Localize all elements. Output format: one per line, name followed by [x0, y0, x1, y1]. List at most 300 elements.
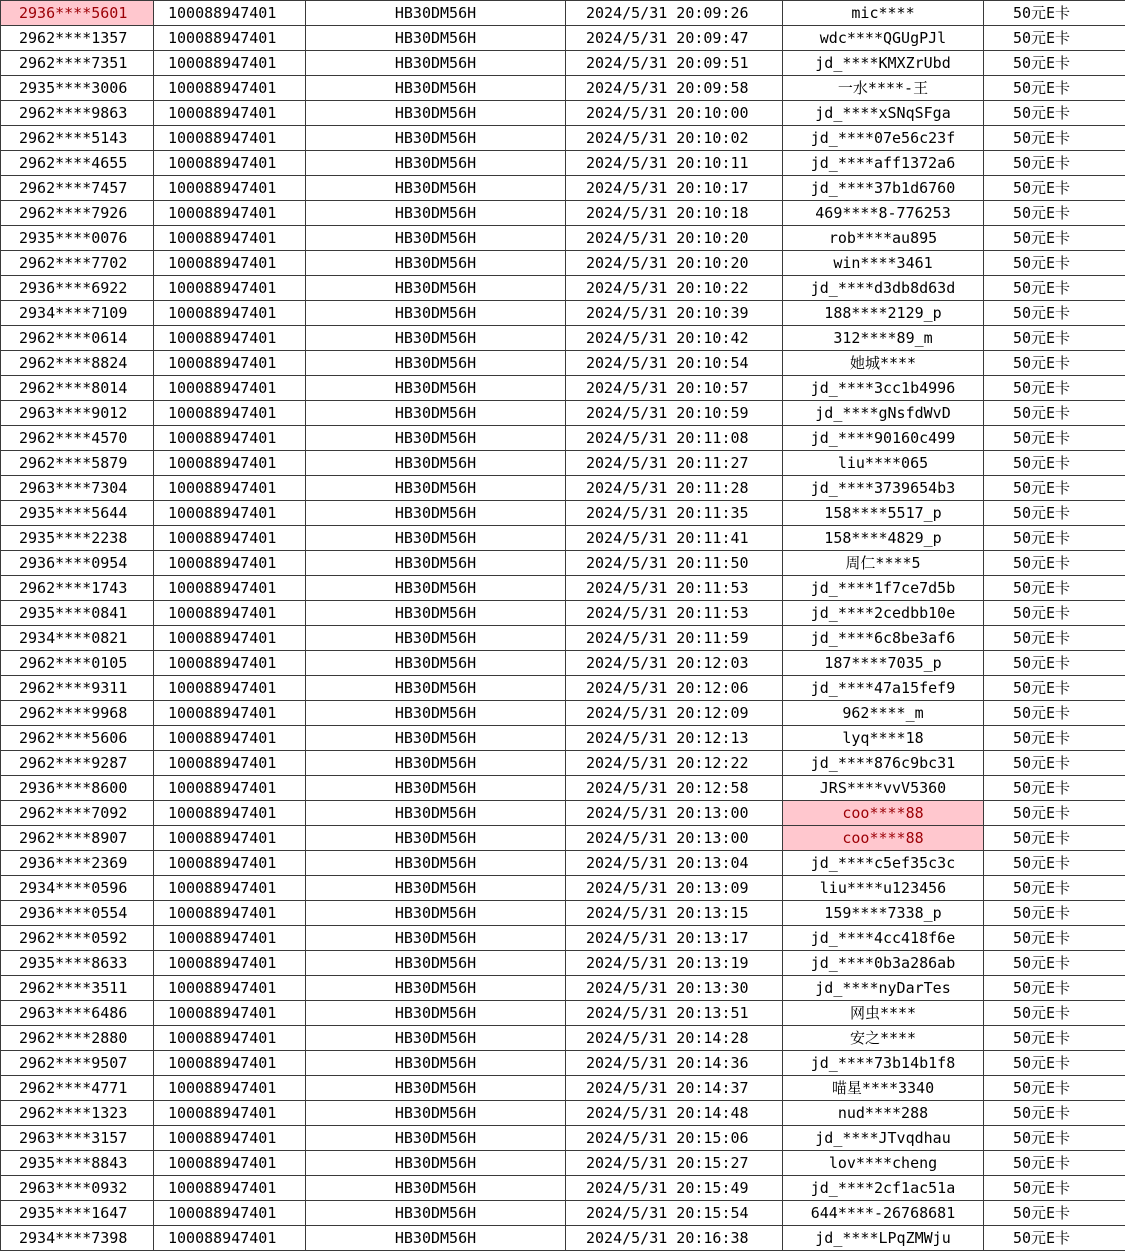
sku-cell[interactable]: 100088947401 [154, 926, 306, 951]
time-cell[interactable]: 2024/5/31 20:14:36 [566, 1051, 783, 1076]
model-cell[interactable]: HB30DM56H [306, 801, 566, 826]
time-cell[interactable]: 2024/5/31 20:13:51 [566, 1001, 783, 1026]
prize-cell[interactable]: 50元E卡 [984, 851, 1125, 876]
prize-cell[interactable]: 50元E卡 [984, 676, 1125, 701]
time-cell[interactable]: 2024/5/31 20:15:06 [566, 1126, 783, 1151]
prize-cell[interactable]: 50元E卡 [984, 776, 1125, 801]
time-cell[interactable]: 2024/5/31 20:13:09 [566, 876, 783, 901]
user-cell[interactable]: nud****288 [783, 1101, 984, 1126]
user-cell[interactable]: 她城**** [783, 351, 984, 376]
user-cell[interactable]: 187****7035_p [783, 651, 984, 676]
order-id-cell[interactable]: 2962****7926 [1, 201, 154, 226]
model-cell[interactable]: HB30DM56H [306, 526, 566, 551]
model-cell[interactable]: HB30DM56H [306, 576, 566, 601]
user-cell[interactable]: 159****7338_p [783, 901, 984, 926]
order-id-cell[interactable]: 2962****9287 [1, 751, 154, 776]
time-cell[interactable]: 2024/5/31 20:12:22 [566, 751, 783, 776]
time-cell[interactable]: 2024/5/31 20:09:51 [566, 51, 783, 76]
user-cell[interactable]: coo****88 [783, 801, 984, 826]
prize-cell[interactable]: 50元E卡 [984, 1076, 1125, 1101]
prize-cell[interactable]: 50元E卡 [984, 26, 1125, 51]
user-cell[interactable]: jd_****90160c499 [783, 426, 984, 451]
model-cell[interactable]: HB30DM56H [306, 676, 566, 701]
model-cell[interactable]: HB30DM56H [306, 876, 566, 901]
time-cell[interactable]: 2024/5/31 20:15:49 [566, 1176, 783, 1201]
model-cell[interactable]: HB30DM56H [306, 351, 566, 376]
order-id-cell[interactable]: 2936****5601 [1, 1, 154, 26]
model-cell[interactable]: HB30DM56H [306, 1201, 566, 1226]
prize-cell[interactable]: 50元E卡 [984, 951, 1125, 976]
user-cell[interactable]: 周仁****5 [783, 551, 984, 576]
sku-cell[interactable]: 100088947401 [154, 601, 306, 626]
time-cell[interactable]: 2024/5/31 20:10:20 [566, 226, 783, 251]
order-id-cell[interactable]: 2962****4570 [1, 426, 154, 451]
sku-cell[interactable]: 100088947401 [154, 526, 306, 551]
prize-cell[interactable]: 50元E卡 [984, 326, 1125, 351]
model-cell[interactable]: HB30DM56H [306, 851, 566, 876]
user-cell[interactable]: jd_****nyDarTes [783, 976, 984, 1001]
sku-cell[interactable]: 100088947401 [154, 126, 306, 151]
order-id-cell[interactable]: 2962****1743 [1, 576, 154, 601]
prize-cell[interactable]: 50元E卡 [984, 1101, 1125, 1126]
sku-cell[interactable]: 100088947401 [154, 76, 306, 101]
order-id-cell[interactable]: 2936****0954 [1, 551, 154, 576]
order-id-cell[interactable]: 2962****0614 [1, 326, 154, 351]
time-cell[interactable]: 2024/5/31 20:09:58 [566, 76, 783, 101]
model-cell[interactable]: HB30DM56H [306, 1026, 566, 1051]
time-cell[interactable]: 2024/5/31 20:12:13 [566, 726, 783, 751]
sku-cell[interactable]: 100088947401 [154, 1101, 306, 1126]
time-cell[interactable]: 2024/5/31 20:13:30 [566, 976, 783, 1001]
user-cell[interactable]: jd_****0b3a286ab [783, 951, 984, 976]
user-cell[interactable]: liu****u123456 [783, 876, 984, 901]
order-id-cell[interactable]: 2963****6486 [1, 1001, 154, 1026]
order-id-cell[interactable]: 2936****2369 [1, 851, 154, 876]
prize-cell[interactable]: 50元E卡 [984, 101, 1125, 126]
prize-cell[interactable]: 50元E卡 [984, 551, 1125, 576]
user-cell[interactable]: jd_****1f7ce7d5b [783, 576, 984, 601]
model-cell[interactable]: HB30DM56H [306, 901, 566, 926]
sku-cell[interactable]: 100088947401 [154, 751, 306, 776]
model-cell[interactable]: HB30DM56H [306, 1, 566, 26]
sku-cell[interactable]: 100088947401 [154, 651, 306, 676]
time-cell[interactable]: 2024/5/31 20:13:17 [566, 926, 783, 951]
sku-cell[interactable]: 100088947401 [154, 476, 306, 501]
time-cell[interactable]: 2024/5/31 20:11:27 [566, 451, 783, 476]
prize-cell[interactable]: 50元E卡 [984, 601, 1125, 626]
order-id-cell[interactable]: 2962****8014 [1, 376, 154, 401]
model-cell[interactable]: HB30DM56H [306, 501, 566, 526]
model-cell[interactable]: HB30DM56H [306, 726, 566, 751]
sku-cell[interactable]: 100088947401 [154, 576, 306, 601]
model-cell[interactable]: HB30DM56H [306, 276, 566, 301]
order-id-cell[interactable]: 2935****1647 [1, 1201, 154, 1226]
model-cell[interactable]: HB30DM56H [306, 151, 566, 176]
prize-cell[interactable]: 50元E卡 [984, 1126, 1125, 1151]
time-cell[interactable]: 2024/5/31 20:11:08 [566, 426, 783, 451]
prize-cell[interactable]: 50元E卡 [984, 126, 1125, 151]
user-cell[interactable]: jd_****2cf1ac51a [783, 1176, 984, 1201]
sku-cell[interactable]: 100088947401 [154, 151, 306, 176]
user-cell[interactable]: jd_****aff1372a6 [783, 151, 984, 176]
user-cell[interactable]: JRS****vvV5360 [783, 776, 984, 801]
sku-cell[interactable]: 100088947401 [154, 301, 306, 326]
order-id-cell[interactable]: 2935****8633 [1, 951, 154, 976]
model-cell[interactable]: HB30DM56H [306, 826, 566, 851]
sku-cell[interactable]: 100088947401 [154, 1026, 306, 1051]
user-cell[interactable]: 469****8-776253 [783, 201, 984, 226]
order-id-cell[interactable]: 2963****3157 [1, 1126, 154, 1151]
order-id-cell[interactable]: 2962****9968 [1, 701, 154, 726]
order-id-cell[interactable]: 2962****0105 [1, 651, 154, 676]
model-cell[interactable]: HB30DM56H [306, 1176, 566, 1201]
order-id-cell[interactable]: 2935****3006 [1, 76, 154, 101]
model-cell[interactable]: HB30DM56H [306, 651, 566, 676]
time-cell[interactable]: 2024/5/31 20:10:17 [566, 176, 783, 201]
model-cell[interactable]: HB30DM56H [306, 701, 566, 726]
user-cell[interactable]: 安之**** [783, 1026, 984, 1051]
time-cell[interactable]: 2024/5/31 20:11:50 [566, 551, 783, 576]
user-cell[interactable]: jd_****xSNqSFga [783, 101, 984, 126]
prize-cell[interactable]: 50元E卡 [984, 476, 1125, 501]
time-cell[interactable]: 2024/5/31 20:10:00 [566, 101, 783, 126]
prize-cell[interactable]: 50元E卡 [984, 376, 1125, 401]
sku-cell[interactable]: 100088947401 [154, 1176, 306, 1201]
time-cell[interactable]: 2024/5/31 20:10:20 [566, 251, 783, 276]
user-cell[interactable]: jd_****4cc418f6e [783, 926, 984, 951]
prize-cell[interactable]: 50元E卡 [984, 176, 1125, 201]
time-cell[interactable]: 2024/5/31 20:11:35 [566, 501, 783, 526]
sku-cell[interactable]: 100088947401 [154, 201, 306, 226]
user-cell[interactable]: rob****au895 [783, 226, 984, 251]
sku-cell[interactable]: 100088947401 [154, 351, 306, 376]
sku-cell[interactable]: 100088947401 [154, 1201, 306, 1226]
order-id-cell[interactable]: 2962****5606 [1, 726, 154, 751]
order-id-cell[interactable]: 2962****0592 [1, 926, 154, 951]
model-cell[interactable]: HB30DM56H [306, 1226, 566, 1251]
prize-cell[interactable]: 50元E卡 [984, 576, 1125, 601]
model-cell[interactable]: HB30DM56H [306, 1101, 566, 1126]
sku-cell[interactable]: 100088947401 [154, 876, 306, 901]
sku-cell[interactable]: 100088947401 [154, 976, 306, 1001]
model-cell[interactable]: HB30DM56H [306, 776, 566, 801]
sku-cell[interactable]: 100088947401 [154, 226, 306, 251]
order-id-cell[interactable]: 2962****7092 [1, 801, 154, 826]
time-cell[interactable]: 2024/5/31 20:12:09 [566, 701, 783, 726]
time-cell[interactable]: 2024/5/31 20:09:26 [566, 1, 783, 26]
time-cell[interactable]: 2024/5/31 20:15:27 [566, 1151, 783, 1176]
sku-cell[interactable]: 100088947401 [154, 951, 306, 976]
order-id-cell[interactable]: 2934****7398 [1, 1226, 154, 1251]
time-cell[interactable]: 2024/5/31 20:10:18 [566, 201, 783, 226]
order-id-cell[interactable]: 2962****1357 [1, 26, 154, 51]
time-cell[interactable]: 2024/5/31 20:13:00 [566, 826, 783, 851]
order-id-cell[interactable]: 2935****8843 [1, 1151, 154, 1176]
user-cell[interactable]: liu****065 [783, 451, 984, 476]
order-id-cell[interactable]: 2962****8907 [1, 826, 154, 851]
user-cell[interactable]: 喵星****3340 [783, 1076, 984, 1101]
sku-cell[interactable]: 100088947401 [154, 676, 306, 701]
user-cell[interactable]: jd_****37b1d6760 [783, 176, 984, 201]
order-id-cell[interactable]: 2962****9507 [1, 1051, 154, 1076]
order-id-cell[interactable]: 2962****9311 [1, 676, 154, 701]
prize-cell[interactable]: 50元E卡 [984, 801, 1125, 826]
model-cell[interactable]: HB30DM56H [306, 1076, 566, 1101]
time-cell[interactable]: 2024/5/31 20:13:19 [566, 951, 783, 976]
model-cell[interactable]: HB30DM56H [306, 26, 566, 51]
sku-cell[interactable]: 100088947401 [154, 1001, 306, 1026]
time-cell[interactable]: 2024/5/31 20:11:41 [566, 526, 783, 551]
time-cell[interactable]: 2024/5/31 20:14:28 [566, 1026, 783, 1051]
sku-cell[interactable]: 100088947401 [154, 26, 306, 51]
time-cell[interactable]: 2024/5/31 20:10:22 [566, 276, 783, 301]
time-cell[interactable]: 2024/5/31 20:10:02 [566, 126, 783, 151]
order-id-cell[interactable]: 2934****7109 [1, 301, 154, 326]
order-id-cell[interactable]: 2962****5143 [1, 126, 154, 151]
user-cell[interactable]: 网虫**** [783, 1001, 984, 1026]
model-cell[interactable]: HB30DM56H [306, 626, 566, 651]
model-cell[interactable]: HB30DM56H [306, 951, 566, 976]
sku-cell[interactable]: 100088947401 [154, 51, 306, 76]
prize-cell[interactable]: 50元E卡 [984, 626, 1125, 651]
prize-cell[interactable]: 50元E卡 [984, 1026, 1125, 1051]
sku-cell[interactable]: 100088947401 [154, 1226, 306, 1251]
prize-cell[interactable]: 50元E卡 [984, 1001, 1125, 1026]
user-cell[interactable]: jd_****LPqZMWju [783, 1226, 984, 1251]
time-cell[interactable]: 2024/5/31 20:11:53 [566, 576, 783, 601]
time-cell[interactable]: 2024/5/31 20:10:42 [566, 326, 783, 351]
order-id-cell[interactable]: 2962****4771 [1, 1076, 154, 1101]
sku-cell[interactable]: 100088947401 [154, 1151, 306, 1176]
user-cell[interactable]: jd_****d3db8d63d [783, 276, 984, 301]
prize-cell[interactable]: 50元E卡 [984, 76, 1125, 101]
user-cell[interactable]: coo****88 [783, 826, 984, 851]
time-cell[interactable]: 2024/5/31 20:10:59 [566, 401, 783, 426]
model-cell[interactable]: HB30DM56H [306, 976, 566, 1001]
order-id-cell[interactable]: 2962****3511 [1, 976, 154, 1001]
prize-cell[interactable]: 50元E卡 [984, 226, 1125, 251]
user-cell[interactable]: jd_****876c9bc31 [783, 751, 984, 776]
user-cell[interactable]: 一水****-王 [783, 76, 984, 101]
prize-cell[interactable]: 50元E卡 [984, 876, 1125, 901]
user-cell[interactable]: jd_****3cc1b4996 [783, 376, 984, 401]
model-cell[interactable]: HB30DM56H [306, 401, 566, 426]
model-cell[interactable]: HB30DM56H [306, 1001, 566, 1026]
order-id-cell[interactable]: 2962****1323 [1, 1101, 154, 1126]
sku-cell[interactable]: 100088947401 [154, 626, 306, 651]
sku-cell[interactable]: 100088947401 [154, 276, 306, 301]
prize-cell[interactable]: 50元E卡 [984, 51, 1125, 76]
order-id-cell[interactable]: 2935****5644 [1, 501, 154, 526]
sku-cell[interactable]: 100088947401 [154, 551, 306, 576]
user-cell[interactable]: jd_****3739654b3 [783, 476, 984, 501]
user-cell[interactable]: jd_****6c8be3af6 [783, 626, 984, 651]
prize-cell[interactable]: 50元E卡 [984, 1226, 1125, 1251]
order-id-cell[interactable]: 2962****9863 [1, 101, 154, 126]
model-cell[interactable]: HB30DM56H [306, 176, 566, 201]
user-cell[interactable]: jd_****gNsfdWvD [783, 401, 984, 426]
prize-cell[interactable]: 50元E卡 [984, 901, 1125, 926]
prize-cell[interactable]: 50元E卡 [984, 751, 1125, 776]
user-cell[interactable]: win****3461 [783, 251, 984, 276]
user-cell[interactable]: jd_****2cedbb10e [783, 601, 984, 626]
user-cell[interactable]: 158****4829_p [783, 526, 984, 551]
model-cell[interactable]: HB30DM56H [306, 1151, 566, 1176]
time-cell[interactable]: 2024/5/31 20:13:00 [566, 801, 783, 826]
order-id-cell[interactable]: 2963****7304 [1, 476, 154, 501]
prize-cell[interactable]: 50元E卡 [984, 451, 1125, 476]
sku-cell[interactable]: 100088947401 [154, 176, 306, 201]
prize-cell[interactable]: 50元E卡 [984, 401, 1125, 426]
prize-cell[interactable]: 50元E卡 [984, 1176, 1125, 1201]
order-id-cell[interactable]: 2962****7702 [1, 251, 154, 276]
time-cell[interactable]: 2024/5/31 20:15:54 [566, 1201, 783, 1226]
prize-cell[interactable]: 50元E卡 [984, 501, 1125, 526]
order-id-cell[interactable]: 2963****0932 [1, 1176, 154, 1201]
order-id-cell[interactable]: 2936****6922 [1, 276, 154, 301]
prize-cell[interactable]: 50元E卡 [984, 826, 1125, 851]
time-cell[interactable]: 2024/5/31 20:16:38 [566, 1226, 783, 1251]
model-cell[interactable]: HB30DM56H [306, 1126, 566, 1151]
sku-cell[interactable]: 100088947401 [154, 426, 306, 451]
prize-cell[interactable]: 50元E卡 [984, 276, 1125, 301]
time-cell[interactable]: 2024/5/31 20:10:54 [566, 351, 783, 376]
user-cell[interactable]: jd_****07e56c23f [783, 126, 984, 151]
user-cell[interactable]: jd_****JTvqdhau [783, 1126, 984, 1151]
prize-cell[interactable]: 50元E卡 [984, 351, 1125, 376]
order-id-cell[interactable]: 2962****5879 [1, 451, 154, 476]
time-cell[interactable]: 2024/5/31 20:12:06 [566, 676, 783, 701]
order-id-cell[interactable]: 2962****4655 [1, 151, 154, 176]
time-cell[interactable]: 2024/5/31 20:09:47 [566, 26, 783, 51]
model-cell[interactable]: HB30DM56H [306, 51, 566, 76]
user-cell[interactable]: 312****89_m [783, 326, 984, 351]
sku-cell[interactable]: 100088947401 [154, 101, 306, 126]
time-cell[interactable]: 2024/5/31 20:11:28 [566, 476, 783, 501]
model-cell[interactable]: HB30DM56H [306, 201, 566, 226]
sku-cell[interactable]: 100088947401 [154, 801, 306, 826]
order-id-cell[interactable]: 2962****8824 [1, 351, 154, 376]
model-cell[interactable]: HB30DM56H [306, 451, 566, 476]
sku-cell[interactable]: 100088947401 [154, 376, 306, 401]
time-cell[interactable]: 2024/5/31 20:10:11 [566, 151, 783, 176]
prize-cell[interactable]: 50元E卡 [984, 1151, 1125, 1176]
prize-cell[interactable]: 50元E卡 [984, 301, 1125, 326]
user-cell[interactable]: lov****cheng [783, 1151, 984, 1176]
time-cell[interactable]: 2024/5/31 20:13:15 [566, 901, 783, 926]
model-cell[interactable]: HB30DM56H [306, 226, 566, 251]
user-cell[interactable]: 158****5517_p [783, 501, 984, 526]
time-cell[interactable]: 2024/5/31 20:10:57 [566, 376, 783, 401]
user-cell[interactable]: lyq****18 [783, 726, 984, 751]
order-id-cell[interactable]: 2963****9012 [1, 401, 154, 426]
model-cell[interactable]: HB30DM56H [306, 476, 566, 501]
prize-cell[interactable]: 50元E卡 [984, 1051, 1125, 1076]
sku-cell[interactable]: 100088947401 [154, 1051, 306, 1076]
prize-cell[interactable]: 50元E卡 [984, 201, 1125, 226]
time-cell[interactable]: 2024/5/31 20:11:59 [566, 626, 783, 651]
sku-cell[interactable]: 100088947401 [154, 826, 306, 851]
model-cell[interactable]: HB30DM56H [306, 926, 566, 951]
time-cell[interactable]: 2024/5/31 20:11:53 [566, 601, 783, 626]
model-cell[interactable]: HB30DM56H [306, 126, 566, 151]
sku-cell[interactable]: 100088947401 [154, 451, 306, 476]
sku-cell[interactable]: 100088947401 [154, 1076, 306, 1101]
user-cell[interactable]: jd_****47a15fef9 [783, 676, 984, 701]
model-cell[interactable]: HB30DM56H [306, 326, 566, 351]
time-cell[interactable]: 2024/5/31 20:14:37 [566, 1076, 783, 1101]
prize-cell[interactable]: 50元E卡 [984, 651, 1125, 676]
sku-cell[interactable]: 100088947401 [154, 851, 306, 876]
order-id-cell[interactable]: 2934****0596 [1, 876, 154, 901]
model-cell[interactable]: HB30DM56H [306, 551, 566, 576]
user-cell[interactable]: mic**** [783, 1, 984, 26]
user-cell[interactable]: jd_****KMXZrUbd [783, 51, 984, 76]
sku-cell[interactable]: 100088947401 [154, 326, 306, 351]
sku-cell[interactable]: 100088947401 [154, 401, 306, 426]
user-cell[interactable]: 188****2129_p [783, 301, 984, 326]
sku-cell[interactable]: 100088947401 [154, 901, 306, 926]
prize-cell[interactable]: 50元E卡 [984, 526, 1125, 551]
sku-cell[interactable]: 100088947401 [154, 701, 306, 726]
prize-cell[interactable]: 50元E卡 [984, 726, 1125, 751]
order-id-cell[interactable]: 2936****8600 [1, 776, 154, 801]
time-cell[interactable]: 2024/5/31 20:12:58 [566, 776, 783, 801]
prize-cell[interactable]: 50元E卡 [984, 1, 1125, 26]
order-id-cell[interactable]: 2962****7457 [1, 176, 154, 201]
prize-cell[interactable]: 50元E卡 [984, 426, 1125, 451]
order-id-cell[interactable]: 2962****7351 [1, 51, 154, 76]
user-cell[interactable]: 962****_m [783, 701, 984, 726]
user-cell[interactable]: 644****-26768681 [783, 1201, 984, 1226]
user-cell[interactable]: jd_****c5ef35c3c [783, 851, 984, 876]
prize-cell[interactable]: 50元E卡 [984, 926, 1125, 951]
model-cell[interactable]: HB30DM56H [306, 101, 566, 126]
time-cell[interactable]: 2024/5/31 20:10:39 [566, 301, 783, 326]
order-id-cell[interactable]: 2936****0554 [1, 901, 154, 926]
prize-cell[interactable]: 50元E卡 [984, 1201, 1125, 1226]
sku-cell[interactable]: 100088947401 [154, 726, 306, 751]
model-cell[interactable]: HB30DM56H [306, 76, 566, 101]
time-cell[interactable]: 2024/5/31 20:13:04 [566, 851, 783, 876]
model-cell[interactable]: HB30DM56H [306, 376, 566, 401]
order-id-cell[interactable]: 2962****2880 [1, 1026, 154, 1051]
sku-cell[interactable]: 100088947401 [154, 251, 306, 276]
model-cell[interactable]: HB30DM56H [306, 426, 566, 451]
order-id-cell[interactable]: 2934****0821 [1, 626, 154, 651]
model-cell[interactable]: HB30DM56H [306, 1051, 566, 1076]
prize-cell[interactable]: 50元E卡 [984, 701, 1125, 726]
prize-cell[interactable]: 50元E卡 [984, 251, 1125, 276]
order-id-cell[interactable]: 2935****0076 [1, 226, 154, 251]
model-cell[interactable]: HB30DM56H [306, 751, 566, 776]
prize-cell[interactable]: 50元E卡 [984, 976, 1125, 1001]
order-id-cell[interactable]: 2935****0841 [1, 601, 154, 626]
time-cell[interactable]: 2024/5/31 20:12:03 [566, 651, 783, 676]
sku-cell[interactable]: 100088947401 [154, 1126, 306, 1151]
user-cell[interactable]: jd_****73b14b1f8 [783, 1051, 984, 1076]
time-cell[interactable]: 2024/5/31 20:14:48 [566, 1101, 783, 1126]
model-cell[interactable]: HB30DM56H [306, 301, 566, 326]
order-id-cell[interactable]: 2935****2238 [1, 526, 154, 551]
sku-cell[interactable]: 100088947401 [154, 1, 306, 26]
prize-cell[interactable]: 50元E卡 [984, 151, 1125, 176]
model-cell[interactable]: HB30DM56H [306, 601, 566, 626]
user-cell[interactable]: wdc****QGUgPJl [783, 26, 984, 51]
model-cell[interactable]: HB30DM56H [306, 251, 566, 276]
sku-cell[interactable]: 100088947401 [154, 501, 306, 526]
sku-cell[interactable]: 100088947401 [154, 776, 306, 801]
